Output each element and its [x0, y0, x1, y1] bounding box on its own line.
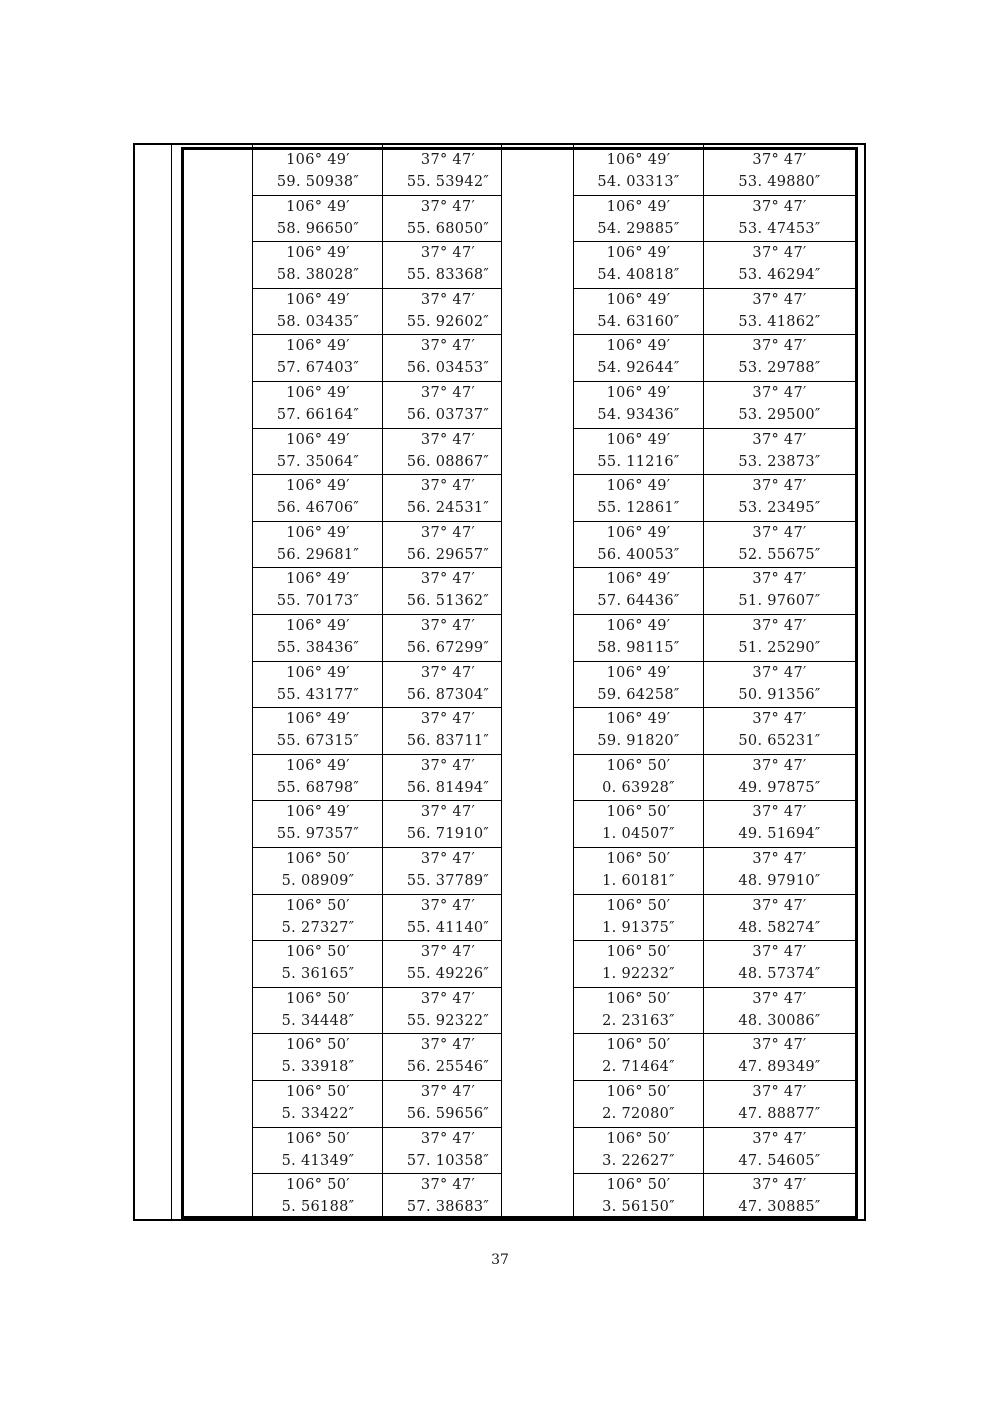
- cell-degree-minute: 37° 47′: [420, 1037, 476, 1054]
- table-cell: [574, 568, 703, 614]
- cell-seconds: 53. 23495″: [738, 500, 821, 517]
- table-cell: [383, 335, 513, 381]
- table-cell: [383, 196, 513, 242]
- cell-seconds: 56. 29657″: [406, 546, 490, 563]
- cell-degree-minute: 37° 47′: [420, 245, 476, 262]
- table-cell: [574, 708, 703, 754]
- table-cell: [704, 848, 855, 894]
- page-number: 37: [491, 1252, 509, 1268]
- table-cell: [574, 429, 703, 475]
- table-cell: [253, 196, 383, 242]
- cell-degree-minute: 106° 49′: [286, 198, 350, 215]
- cell-degree-minute: 37° 47′: [752, 245, 807, 262]
- cell-seconds: 49. 97875″: [738, 779, 821, 796]
- cell-seconds: 50. 91356″: [738, 686, 821, 703]
- table-cell: [383, 149, 513, 195]
- cell-seconds: 1. 91375″: [602, 919, 675, 936]
- table-cell: [383, 1081, 513, 1127]
- cell-degree-minute: 37° 47′: [752, 990, 807, 1007]
- table-cell: [574, 895, 703, 941]
- cell-degree-minute: 106° 49′: [286, 711, 350, 728]
- cell-degree-minute: 37° 47′: [420, 944, 476, 961]
- cell-degree-minute: 37° 47′: [420, 431, 476, 448]
- cell-seconds: 5. 27327″: [281, 919, 355, 936]
- cell-degree-minute: 106° 50′: [286, 944, 350, 961]
- table-cell: [383, 568, 513, 614]
- table-cell: [253, 335, 383, 381]
- cell-seconds: 57. 67403″: [276, 360, 360, 377]
- cell-seconds: 56. 51362″: [406, 593, 490, 610]
- cell-degree-minute: 106° 49′: [606, 245, 671, 262]
- cell-seconds: 50. 65231″: [738, 733, 821, 750]
- cell-seconds: 53. 23873″: [738, 453, 821, 470]
- cell-degree-minute: 106° 49′: [606, 711, 671, 728]
- cell-seconds: 54. 40818″: [597, 267, 680, 284]
- cell-seconds: 56. 29681″: [276, 546, 360, 563]
- cell-degree-minute: 106° 50′: [606, 944, 671, 961]
- cell-degree-minute: 106° 50′: [286, 1037, 350, 1054]
- cell-degree-minute: 106° 49′: [286, 152, 350, 168]
- cell-degree-minute: 37° 47′: [752, 385, 807, 401]
- cell-seconds: 54. 29885″: [597, 220, 680, 237]
- cell-seconds: 55. 83368″: [406, 267, 490, 284]
- table-cell: [574, 848, 703, 894]
- cell-degree-minute: 37° 47′: [420, 897, 476, 914]
- cell-degree-minute: 106° 49′: [286, 618, 350, 634]
- cell-degree-minute: 106° 50′: [606, 990, 671, 1007]
- cell-seconds: 59. 91820″: [597, 733, 680, 750]
- cell-seconds: 54. 63160″: [597, 313, 680, 330]
- cell-seconds: 47. 88877″: [738, 1106, 821, 1122]
- cell-seconds: 55. 97357″: [276, 826, 360, 843]
- cell-seconds: 56. 81494″: [406, 779, 490, 796]
- cell-seconds: 55. 68050″: [406, 220, 490, 237]
- cell-seconds: 1. 60181″: [602, 873, 675, 889]
- cell-degree-minute: 37° 47′: [420, 291, 476, 308]
- table-cell: [574, 988, 703, 1034]
- cell-degree-minute: 37° 47′: [752, 618, 807, 634]
- cell-seconds: 53. 46294″: [738, 267, 821, 284]
- table-cell: [383, 289, 513, 335]
- cell-degree-minute: 37° 47′: [752, 338, 807, 355]
- table-cell: [253, 1128, 383, 1174]
- cell-degree-minute: 106° 49′: [286, 804, 350, 821]
- cell-degree-minute: 37° 47′: [752, 944, 807, 961]
- table-cell: [574, 662, 703, 708]
- cell-degree-minute: 37° 47′: [752, 524, 807, 541]
- table-cell: [253, 895, 383, 941]
- cell-seconds: 56. 03737″: [406, 407, 490, 423]
- table-cell: [574, 801, 703, 847]
- table-cell: [253, 1034, 383, 1080]
- table-cell: [704, 568, 855, 614]
- cell-degree-minute: 37° 47′: [752, 804, 807, 821]
- cell-seconds: 56. 67299″: [406, 640, 490, 656]
- cell-degree-minute: 106° 49′: [606, 524, 671, 541]
- cell-seconds: 1. 92232″: [602, 966, 675, 983]
- cell-seconds: 56. 24531″: [406, 500, 490, 517]
- cell-seconds: 48. 57374″: [738, 966, 821, 983]
- cell-seconds: 47. 54605″: [738, 1152, 821, 1169]
- cell-degree-minute: 37° 47′: [420, 1130, 476, 1147]
- cell-seconds: 5. 33422″: [281, 1106, 355, 1122]
- cell-seconds: 53. 29500″: [738, 407, 821, 423]
- cell-degree-minute: 37° 47′: [752, 1130, 807, 1147]
- table-cell: [704, 615, 855, 661]
- cell-seconds: 54. 93436″: [597, 407, 680, 423]
- table-cell: [383, 1034, 513, 1080]
- cell-seconds: 3. 22627″: [602, 1152, 675, 1169]
- table-cell: [704, 1081, 855, 1127]
- cell-degree-minute: 37° 47′: [420, 618, 476, 634]
- table-cell: [383, 848, 513, 894]
- table-cell: [704, 755, 855, 801]
- table-border-left-gap: [171, 145, 172, 1219]
- cell-degree-minute: 106° 50′: [286, 990, 350, 1007]
- cell-degree-minute: 37° 47′: [420, 152, 476, 168]
- cell-seconds: 57. 10358″: [406, 1152, 490, 1169]
- table-cell: [574, 149, 703, 195]
- cell-degree-minute: 106° 49′: [606, 152, 671, 168]
- table-cell: [574, 196, 703, 242]
- table-cell: [704, 708, 855, 754]
- cell-seconds: 5. 56188″: [281, 1199, 355, 1216]
- cell-degree-minute: 106° 50′: [606, 1130, 671, 1147]
- cell-degree-minute: 106° 50′: [606, 851, 671, 867]
- cell-seconds: 59. 64258″: [597, 686, 680, 703]
- table-cell: [383, 941, 513, 987]
- cell-seconds: 56. 46706″: [276, 500, 360, 517]
- cell-degree-minute: 37° 47′: [420, 851, 476, 867]
- cell-degree-minute: 106° 50′: [606, 804, 671, 821]
- coordinate-table: [133, 143, 866, 1221]
- cell-seconds: 59. 50938″: [276, 174, 360, 190]
- table-cell: [253, 848, 383, 894]
- cell-degree-minute: 106° 49′: [286, 431, 350, 448]
- table-cell: [704, 1034, 855, 1080]
- cell-seconds: 55. 70173″: [276, 593, 360, 610]
- table-cell: [383, 382, 513, 428]
- cell-seconds: 55. 43177″: [276, 686, 360, 703]
- cell-degree-minute: 37° 47′: [420, 1177, 476, 1194]
- cell-seconds: 55. 67315″: [276, 733, 360, 750]
- table-cell: [383, 755, 513, 801]
- table-cell: [383, 429, 513, 475]
- cell-degree-minute: 106° 50′: [286, 851, 350, 867]
- table-cell: [574, 615, 703, 661]
- cell-seconds: 2. 23163″: [602, 1012, 675, 1029]
- cell-degree-minute: 37° 47′: [420, 478, 476, 495]
- table-inner-border-left: [181, 147, 184, 1219]
- cell-degree-minute: 37° 47′: [752, 1177, 807, 1194]
- table-cell: [704, 662, 855, 708]
- cell-degree-minute: 37° 47′: [752, 1084, 807, 1100]
- cell-seconds: 56. 03453″: [406, 360, 490, 377]
- cell-degree-minute: 37° 47′: [420, 757, 476, 774]
- cell-seconds: 51. 97607″: [738, 593, 821, 610]
- cell-degree-minute: 37° 47′: [752, 571, 807, 588]
- cell-degree-minute: 37° 47′: [752, 897, 807, 914]
- cell-seconds: 2. 72080″: [602, 1106, 675, 1122]
- table-cell: [704, 382, 855, 428]
- cell-seconds: 56. 08867″: [406, 453, 490, 470]
- cell-seconds: 55. 41140″: [406, 919, 490, 936]
- table-cell: [704, 242, 855, 288]
- table-cell: [253, 242, 383, 288]
- cell-seconds: 3. 56150″: [602, 1199, 675, 1216]
- cell-degree-minute: 106° 50′: [606, 1177, 671, 1194]
- cell-degree-minute: 37° 47′: [420, 664, 476, 681]
- table-cell: [383, 1174, 513, 1220]
- cell-degree-minute: 106° 49′: [606, 198, 671, 215]
- cell-seconds: 56. 71910″: [406, 826, 490, 843]
- cell-degree-minute: 106° 49′: [286, 291, 350, 308]
- table-cell: [253, 1174, 383, 1220]
- cell-seconds: 56. 40053″: [597, 546, 680, 563]
- cell-seconds: 53. 47453″: [738, 220, 821, 237]
- table-cell: [253, 568, 383, 614]
- table-cell: [574, 1034, 703, 1080]
- cell-seconds: 58. 96650″: [276, 220, 360, 237]
- cell-seconds: 5. 36165″: [281, 966, 355, 983]
- table-cell: [574, 475, 703, 521]
- table-cell: [704, 475, 855, 521]
- table-cell: [383, 522, 513, 568]
- cell-degree-minute: 37° 47′: [752, 1037, 807, 1054]
- table-cell: [574, 242, 703, 288]
- table-cell: [574, 755, 703, 801]
- cell-seconds: 58. 98115″: [597, 640, 680, 656]
- table-cell: [253, 708, 383, 754]
- cell-degree-minute: 37° 47′: [752, 478, 807, 495]
- table-cell: [383, 988, 513, 1034]
- table-cell: [253, 475, 383, 521]
- table-cell: [574, 1174, 703, 1220]
- cell-seconds: 2. 71464″: [602, 1059, 675, 1076]
- cell-degree-minute: 37° 47′: [420, 524, 476, 541]
- cell-seconds: 58. 38028″: [276, 267, 360, 284]
- table-cell: [383, 895, 513, 941]
- cell-seconds: 56. 25546″: [406, 1059, 490, 1076]
- table-cell: [704, 895, 855, 941]
- table-cell: [383, 615, 513, 661]
- table-cell: [574, 941, 703, 987]
- cell-seconds: 55. 92322″: [406, 1012, 490, 1029]
- table-cell: [253, 662, 383, 708]
- cell-seconds: 55. 11216″: [597, 453, 680, 470]
- cell-seconds: 56. 59656″: [406, 1106, 490, 1122]
- cell-degree-minute: 106° 49′: [606, 664, 671, 681]
- cell-degree-minute: 106° 49′: [606, 385, 671, 401]
- table-cell: [253, 615, 383, 661]
- cell-degree-minute: 106° 49′: [606, 338, 671, 355]
- cell-degree-minute: 106° 50′: [286, 897, 350, 914]
- cell-degree-minute: 37° 47′: [752, 711, 807, 728]
- table-cell: [704, 941, 855, 987]
- cell-degree-minute: 106° 50′: [606, 1084, 671, 1100]
- cell-seconds: 53. 49880″: [738, 174, 821, 190]
- cell-seconds: 48. 30086″: [738, 1012, 821, 1029]
- cell-seconds: 47. 30885″: [738, 1199, 821, 1216]
- cell-seconds: 55. 12861″: [597, 500, 680, 517]
- cell-degree-minute: 106° 49′: [286, 664, 350, 681]
- table-cell: [574, 382, 703, 428]
- table-cell: [704, 988, 855, 1034]
- cell-seconds: 55. 38436″: [276, 640, 360, 656]
- cell-seconds: 56. 83711″: [406, 733, 490, 750]
- cell-degree-minute: 106° 50′: [606, 757, 671, 774]
- table-cell: [574, 522, 703, 568]
- cell-degree-minute: 106° 50′: [606, 1037, 671, 1054]
- cell-degree-minute: 106° 49′: [286, 245, 350, 262]
- cell-seconds: 48. 58274″: [738, 919, 821, 936]
- cell-degree-minute: 37° 47′: [752, 198, 807, 215]
- table-cell: [383, 662, 513, 708]
- cell-seconds: 54. 03313″: [597, 174, 680, 190]
- table-cell: [253, 1081, 383, 1127]
- table-cell: [704, 429, 855, 475]
- table-cell: [253, 801, 383, 847]
- table-cell: [253, 289, 383, 335]
- cell-seconds: 51. 25290″: [738, 640, 821, 656]
- cell-degree-minute: 37° 47′: [420, 990, 476, 1007]
- table-cell: [383, 242, 513, 288]
- table-cell: [704, 196, 855, 242]
- cell-degree-minute: 37° 47′: [420, 338, 476, 355]
- cell-degree-minute: 106° 49′: [606, 291, 671, 308]
- cell-seconds: 55. 49226″: [406, 966, 490, 983]
- table-cell: [253, 941, 383, 987]
- cell-degree-minute: 37° 47′: [752, 431, 807, 448]
- cell-seconds: 5. 33918″: [281, 1059, 355, 1076]
- cell-degree-minute: 37° 47′: [420, 198, 476, 215]
- cell-seconds: 49. 51694″: [738, 826, 821, 843]
- cell-seconds: 54. 92644″: [597, 360, 680, 377]
- cell-seconds: 5. 34448″: [281, 1012, 355, 1029]
- cell-seconds: 53. 29788″: [738, 360, 821, 377]
- cell-seconds: 57. 64436″: [597, 593, 680, 610]
- table-cell: [253, 755, 383, 801]
- table-inner-border-right: [855, 147, 858, 1219]
- table-cell: [383, 708, 513, 754]
- cell-degree-minute: 37° 47′: [420, 711, 476, 728]
- cell-degree-minute: 106° 49′: [286, 478, 350, 495]
- cell-seconds: 1. 04507″: [602, 826, 675, 843]
- cell-seconds: 48. 97910″: [738, 873, 821, 889]
- table-cell: [383, 1128, 513, 1174]
- table-cell: [253, 988, 383, 1034]
- cell-degree-minute: 106° 49′: [606, 618, 671, 634]
- cell-degree-minute: 106° 49′: [286, 571, 350, 588]
- cell-degree-minute: 37° 47′: [420, 571, 476, 588]
- cell-seconds: 55. 53942″: [406, 174, 490, 190]
- cell-degree-minute: 37° 47′: [420, 1084, 476, 1100]
- cell-degree-minute: 37° 47′: [420, 385, 476, 401]
- cell-seconds: 56. 87304″: [406, 686, 490, 703]
- cell-degree-minute: 37° 47′: [752, 291, 807, 308]
- table-cell: [383, 801, 513, 847]
- cell-seconds: 55. 37789″: [406, 873, 490, 889]
- cell-seconds: 47. 89349″: [738, 1059, 821, 1076]
- cell-degree-minute: 37° 47′: [752, 851, 807, 867]
- table-cell: [704, 289, 855, 335]
- cell-degree-minute: 37° 47′: [420, 804, 476, 821]
- table-cell: [253, 149, 383, 195]
- cell-seconds: 5. 41349″: [281, 1152, 355, 1169]
- table-cell: [383, 475, 513, 521]
- table-cell: [574, 289, 703, 335]
- table-cell: [704, 149, 855, 195]
- cell-seconds: 53. 41862″: [738, 313, 821, 330]
- cell-seconds: 55. 68798″: [276, 779, 360, 796]
- table-cell: [253, 382, 383, 428]
- cell-degree-minute: 106° 50′: [286, 1177, 350, 1194]
- cell-seconds: 57. 66164″: [276, 407, 360, 423]
- cell-degree-minute: 106° 49′: [286, 757, 350, 774]
- table-cell: [704, 335, 855, 381]
- cell-degree-minute: 106° 49′: [606, 431, 671, 448]
- cell-seconds: 5. 08909″: [281, 873, 355, 889]
- cell-degree-minute: 106° 49′: [286, 524, 350, 541]
- cell-degree-minute: 106° 49′: [286, 338, 350, 355]
- cell-seconds: 52. 55675″: [738, 546, 821, 563]
- table-cell: [574, 1081, 703, 1127]
- cell-degree-minute: 106° 50′: [606, 897, 671, 914]
- table-cell: [253, 429, 383, 475]
- cell-degree-minute: 106° 49′: [286, 385, 350, 401]
- table-cell: [704, 801, 855, 847]
- cell-degree-minute: 37° 47′: [752, 152, 807, 168]
- cell-degree-minute: 106° 49′: [606, 571, 671, 588]
- table-cell: [574, 335, 703, 381]
- cell-seconds: 57. 38683″: [406, 1199, 490, 1216]
- cell-seconds: 55. 92602″: [406, 313, 490, 330]
- table-cell: [704, 1128, 855, 1174]
- cell-degree-minute: 106° 50′: [286, 1130, 350, 1147]
- cell-seconds: 0. 63928″: [602, 779, 675, 796]
- cell-degree-minute: 37° 47′: [752, 664, 807, 681]
- cell-degree-minute: 106° 50′: [286, 1084, 350, 1100]
- cell-degree-minute: 37° 47′: [752, 757, 807, 774]
- table-cell: [704, 522, 855, 568]
- cell-seconds: 58. 03435″: [276, 313, 360, 330]
- table-cell: [253, 522, 383, 568]
- cell-seconds: 57. 35064″: [276, 453, 360, 470]
- table-cell: [704, 1174, 855, 1220]
- cell-degree-minute: 106° 49′: [606, 478, 671, 495]
- table-cell: [574, 1128, 703, 1174]
